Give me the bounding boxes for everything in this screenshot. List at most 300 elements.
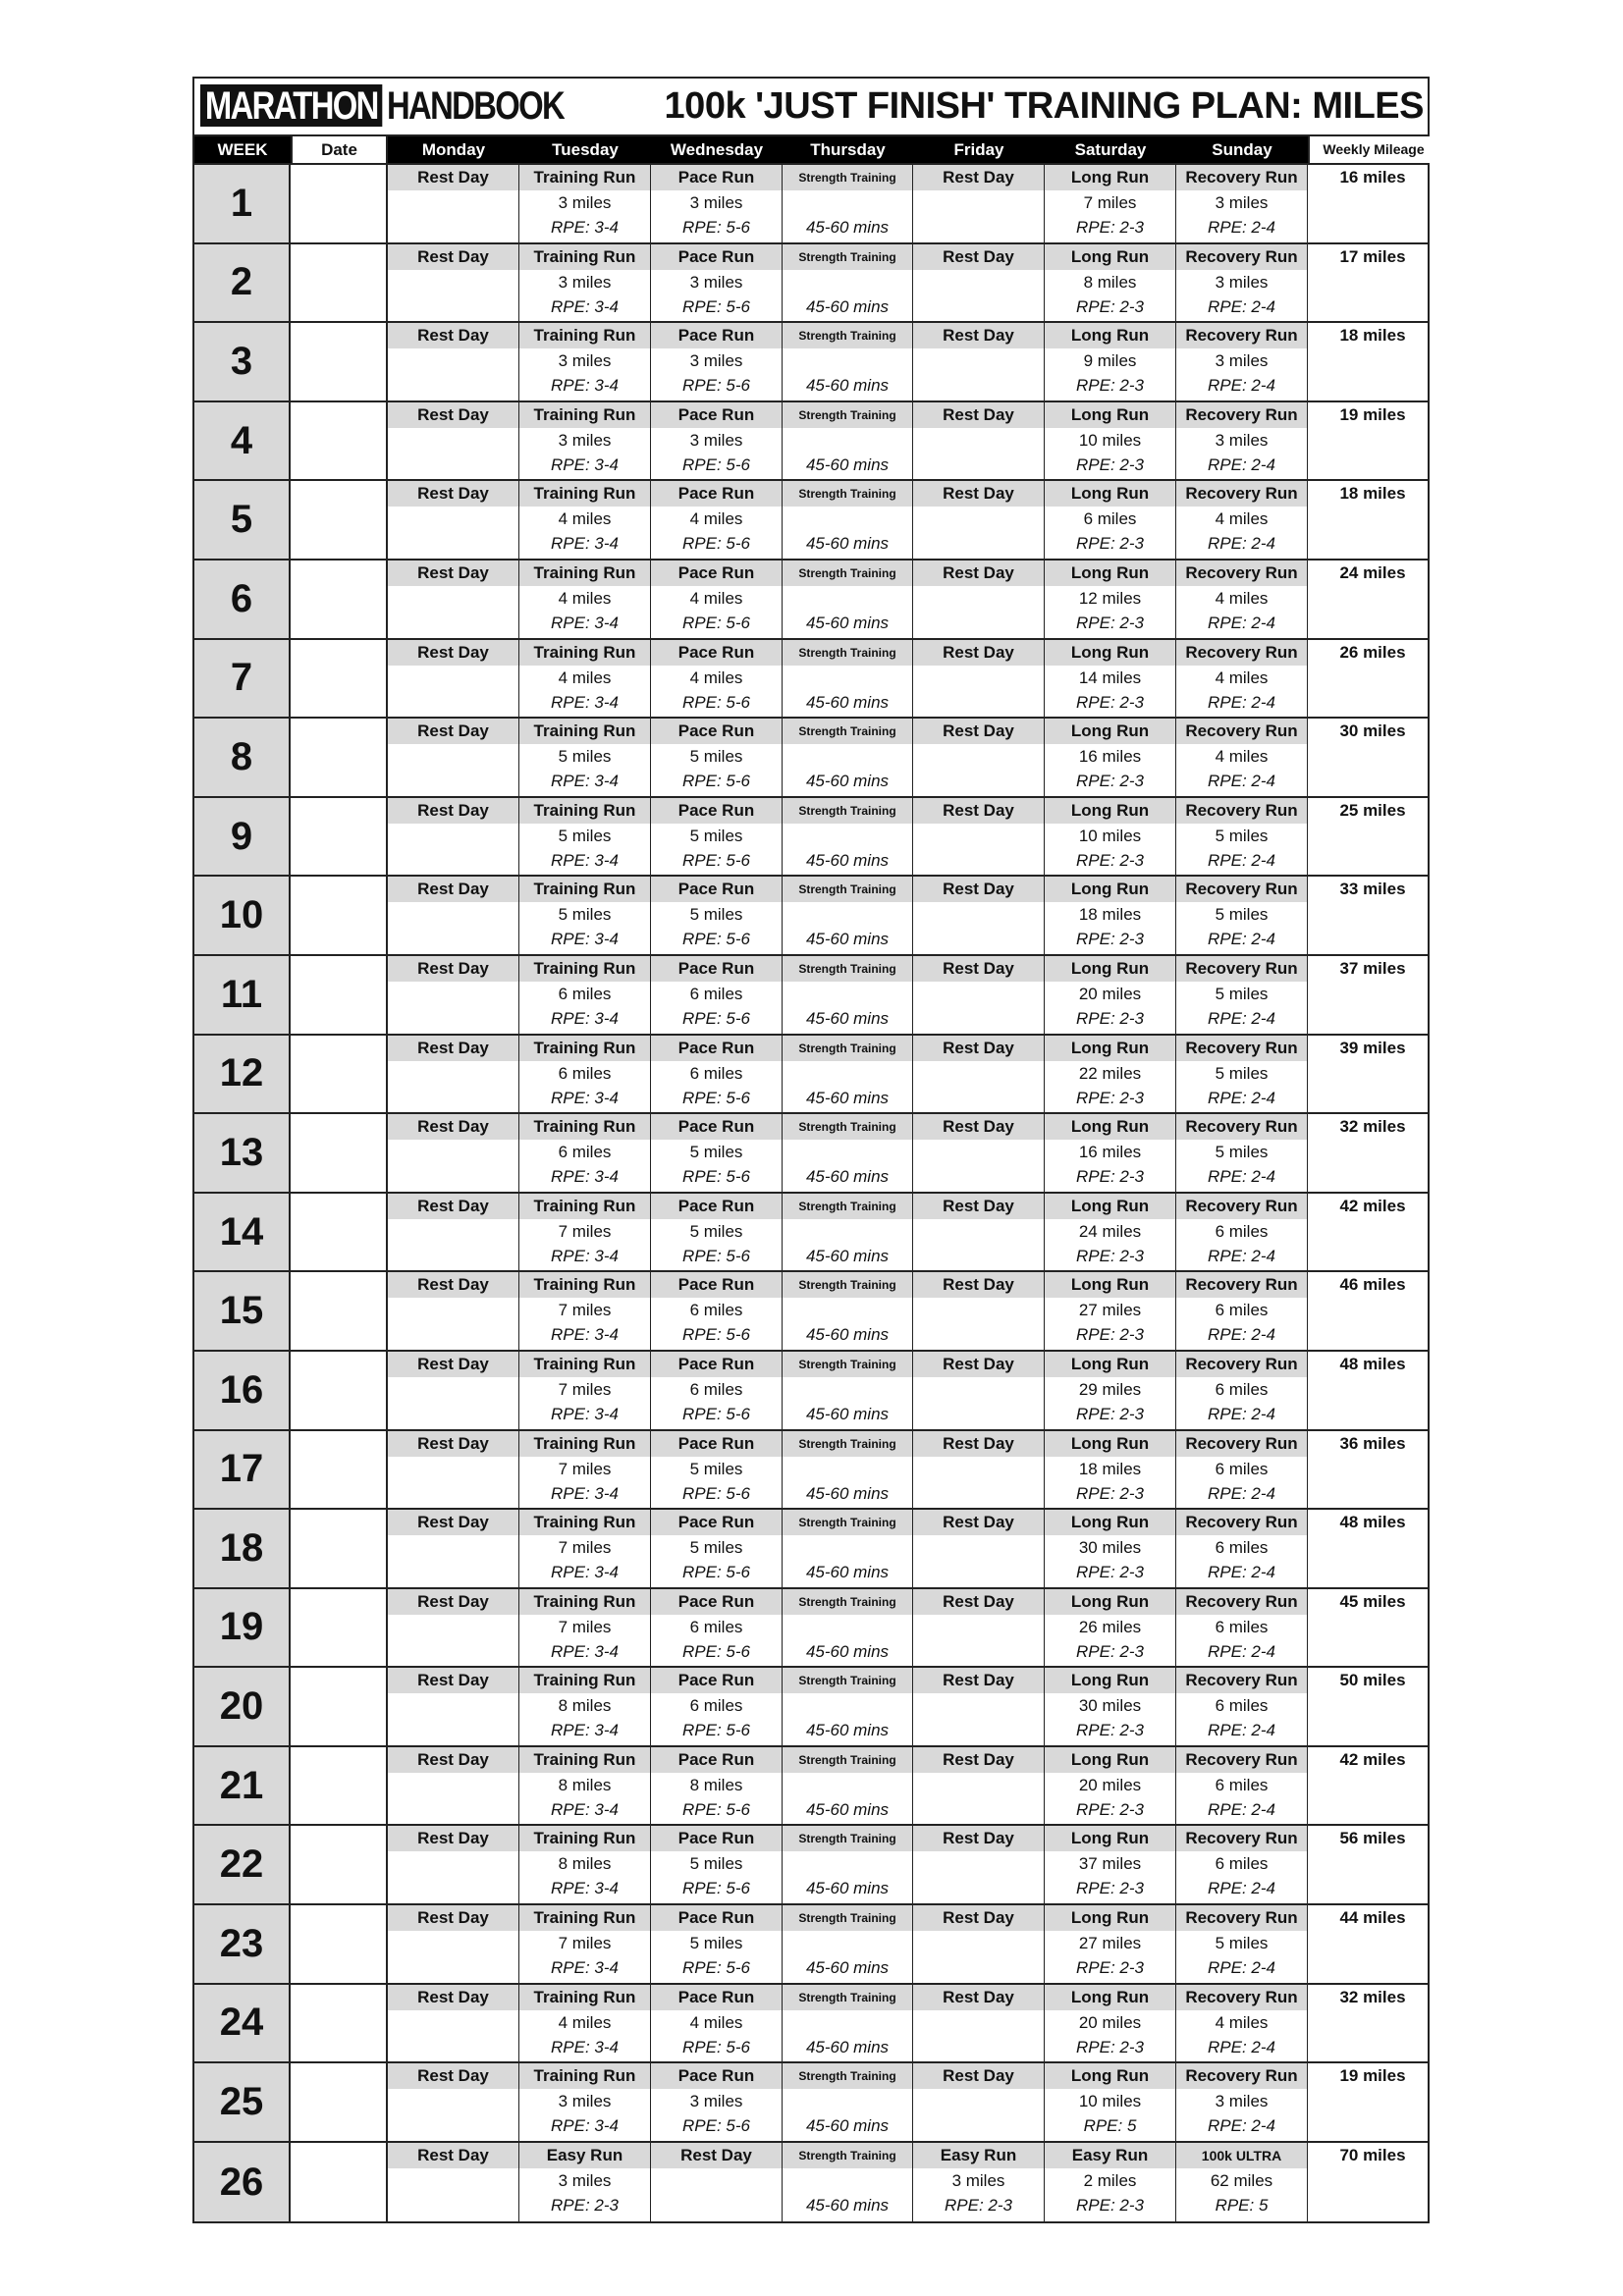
col-header-tuesday: Tuesday bbox=[519, 136, 651, 163]
week-row bbox=[194, 1510, 1428, 1589]
workout-type: Rest Day bbox=[388, 640, 518, 666]
workout-effort: RPE: 5-6 bbox=[682, 218, 750, 237]
workout-effort bbox=[388, 1087, 518, 1112]
workout-distance bbox=[783, 824, 912, 849]
week-number: 22 bbox=[194, 1826, 291, 1903]
title-band bbox=[194, 79, 1428, 136]
workout-effort bbox=[388, 532, 518, 558]
day-cell-thursday bbox=[783, 1510, 913, 1587]
day-cell-thursday bbox=[783, 402, 913, 480]
workout-effort: RPE: 2-4 bbox=[1208, 296, 1275, 316]
workout-distance: 6 miles bbox=[1215, 1459, 1269, 1478]
workout-distance bbox=[913, 1298, 1044, 1323]
workout-effort: RPE: 2-4 bbox=[1208, 1799, 1275, 1819]
workout-type: Recovery Run bbox=[1176, 561, 1307, 586]
day-cell-friday bbox=[913, 877, 1045, 954]
workout-type: Rest Day bbox=[388, 402, 518, 428]
workout-type: Rest Day bbox=[913, 1272, 1044, 1298]
week-number: 6 bbox=[194, 561, 291, 638]
week-number: 13 bbox=[194, 1114, 291, 1192]
workout-type: Training Run bbox=[519, 1985, 650, 2010]
workout-type: Pace Run bbox=[651, 1194, 782, 1219]
workout-effort: RPE: 5-6 bbox=[682, 1008, 750, 1028]
workout-distance: 3 miles bbox=[689, 430, 743, 450]
workout-effort: RPE: 2-4 bbox=[1208, 1404, 1275, 1423]
workout-type: Rest Day bbox=[913, 1668, 1044, 1693]
workout-type: Recovery Run bbox=[1176, 244, 1307, 270]
workout-effort bbox=[913, 612, 1044, 637]
day-cell-thursday bbox=[783, 1905, 913, 1983]
date-field[interactable] bbox=[291, 798, 388, 876]
workout-distance: 5 miles bbox=[689, 1538, 743, 1558]
workout-distance: 10 miles bbox=[1078, 2092, 1142, 2111]
workout-effort: RPE: 2-3 bbox=[945, 2195, 1012, 2215]
day-cell-wednesday bbox=[651, 1510, 783, 1587]
day-cell-saturday bbox=[1045, 640, 1176, 718]
day-cell-wednesday bbox=[651, 956, 783, 1034]
date-field[interactable] bbox=[291, 1747, 388, 1825]
workout-effort: RPE: 3-4 bbox=[551, 1088, 619, 1107]
workout-type: Training Run bbox=[519, 1036, 650, 1061]
workout-type: Rest Day bbox=[388, 1747, 518, 1773]
workout-distance bbox=[783, 1377, 912, 1403]
day-cell-monday bbox=[388, 956, 519, 1034]
workout-effort bbox=[913, 374, 1044, 400]
day-cell-sunday bbox=[1176, 956, 1308, 1034]
day-cell-tuesday bbox=[519, 1431, 651, 1509]
day-cell-saturday bbox=[1045, 877, 1176, 954]
workout-effort: RPE: 3-4 bbox=[551, 296, 619, 316]
workout-effort bbox=[388, 1956, 518, 1982]
weekly-mileage: 46 miles bbox=[1339, 1275, 1406, 1295]
week-row bbox=[194, 1826, 1428, 1905]
workout-distance: 5 miles bbox=[558, 747, 612, 767]
workout-effort: 45-60 mins bbox=[805, 1641, 890, 1661]
weekly-mileage: 42 miles bbox=[1339, 1196, 1406, 1215]
workout-distance bbox=[913, 1773, 1044, 1798]
day-cell-tuesday bbox=[519, 561, 651, 638]
workout-effort: 45-60 mins bbox=[805, 1721, 890, 1740]
workout-distance: 10 miles bbox=[1078, 826, 1142, 845]
workout-distance: 4 miles bbox=[1215, 667, 1269, 687]
workout-effort: RPE: 2-3 bbox=[1076, 1325, 1144, 1345]
workout-distance bbox=[388, 1140, 518, 1165]
day-cell-saturday bbox=[1045, 1431, 1176, 1509]
workout-distance bbox=[783, 1219, 912, 1245]
workout-effort: RPE: 2-3 bbox=[1076, 376, 1144, 396]
week-row bbox=[194, 1905, 1428, 1985]
workout-distance: 5 miles bbox=[558, 905, 612, 925]
workout-effort: RPE: 3-4 bbox=[551, 850, 619, 870]
workout-effort bbox=[388, 295, 518, 321]
workout-type: Rest Day bbox=[388, 561, 518, 586]
day-cell-sunday bbox=[1176, 1668, 1308, 1745]
workout-distance bbox=[913, 507, 1044, 532]
day-cell-tuesday bbox=[519, 798, 651, 876]
workout-effort: RPE: 2-3 bbox=[1076, 218, 1144, 237]
workout-type: Pace Run bbox=[651, 719, 782, 744]
workout-type: Pace Run bbox=[651, 956, 782, 982]
day-cell-sunday bbox=[1176, 165, 1308, 242]
workout-effort bbox=[388, 612, 518, 637]
workout-type: Recovery Run bbox=[1176, 1510, 1307, 1535]
day-cell-sunday bbox=[1176, 1114, 1308, 1192]
date-field[interactable] bbox=[291, 956, 388, 1034]
page-title: 100k 'JUST FINISH' TRAINING PLAN: MILES bbox=[664, 85, 1424, 127]
week-row bbox=[194, 2143, 1428, 2222]
workout-type: Training Run bbox=[519, 323, 650, 348]
workout-distance bbox=[913, 744, 1044, 770]
workout-effort: 45-60 mins bbox=[805, 692, 890, 712]
workout-distance: 8 miles bbox=[558, 1696, 612, 1716]
workout-effort bbox=[388, 1245, 518, 1270]
workout-effort: RPE: 5-6 bbox=[682, 1088, 750, 1107]
weeks-table-body bbox=[194, 165, 1428, 2221]
date-field[interactable] bbox=[291, 561, 388, 638]
workout-type: Pace Run bbox=[651, 640, 782, 666]
workout-effort: RPE: 5-6 bbox=[682, 2037, 750, 2056]
workout-distance: 12 miles bbox=[1078, 588, 1142, 608]
workout-distance: 4 miles bbox=[689, 2012, 743, 2032]
weekly-mileage: 25 miles bbox=[1339, 800, 1406, 820]
date-field[interactable] bbox=[291, 1985, 388, 2062]
day-cell-friday bbox=[913, 323, 1045, 400]
day-cell-monday bbox=[388, 1272, 519, 1350]
workout-distance bbox=[913, 348, 1044, 374]
workout-distance bbox=[783, 1615, 912, 1640]
day-cell-saturday bbox=[1045, 1985, 1176, 2062]
workout-distance bbox=[388, 270, 518, 295]
workout-distance: 2 miles bbox=[1083, 2170, 1137, 2190]
week-number: 18 bbox=[194, 1510, 291, 1587]
day-cell-sunday bbox=[1176, 640, 1308, 718]
day-cell-friday bbox=[913, 798, 1045, 876]
workout-distance bbox=[388, 1535, 518, 1561]
workout-distance: 26 miles bbox=[1078, 1617, 1142, 1636]
workout-distance: 27 miles bbox=[1078, 1301, 1142, 1320]
week-number: 26 bbox=[194, 2143, 291, 2222]
workout-distance: 5 miles bbox=[558, 826, 612, 845]
weekly-mileage: 50 miles bbox=[1339, 1671, 1406, 1690]
date-field[interactable] bbox=[291, 877, 388, 954]
day-cell-friday bbox=[913, 1272, 1045, 1350]
workout-distance: 7 miles bbox=[558, 1459, 612, 1478]
workout-type: Recovery Run bbox=[1176, 1668, 1307, 1693]
workout-distance: 3 miles bbox=[689, 272, 743, 292]
workout-effort: RPE: 2-4 bbox=[1208, 376, 1275, 396]
week-number: 12 bbox=[194, 1036, 291, 1113]
day-cell-friday bbox=[913, 244, 1045, 322]
workout-distance: 4 miles bbox=[689, 667, 743, 687]
workout-effort: RPE: 2-4 bbox=[1208, 613, 1275, 632]
workout-type: Strength Training bbox=[783, 323, 912, 348]
day-cell-monday bbox=[388, 402, 519, 480]
workout-type: Easy Run bbox=[519, 2143, 650, 2168]
date-field[interactable] bbox=[291, 1510, 388, 1587]
day-cell-wednesday bbox=[651, 2143, 783, 2222]
workout-type: Pace Run bbox=[651, 1114, 782, 1140]
week-number: 2 bbox=[194, 244, 291, 322]
workout-effort: 45-60 mins bbox=[805, 376, 890, 396]
date-field[interactable] bbox=[291, 165, 388, 242]
workout-type: Rest Day bbox=[388, 1510, 518, 1535]
workout-effort: 45-60 mins bbox=[805, 1404, 890, 1423]
workout-effort: RPE: 5-6 bbox=[682, 1563, 750, 1582]
workout-type: Strength Training bbox=[783, 1510, 912, 1535]
workout-type: Pace Run bbox=[651, 1431, 782, 1457]
workout-effort: RPE: 2-4 bbox=[1208, 1167, 1275, 1187]
day-cell-thursday bbox=[783, 1272, 913, 1350]
workout-type: Rest Day bbox=[651, 2143, 782, 2168]
week-number: 14 bbox=[194, 1194, 291, 1271]
day-cell-wednesday bbox=[651, 1272, 783, 1350]
week-number: 23 bbox=[194, 1905, 291, 1983]
workout-type: Pace Run bbox=[651, 561, 782, 586]
workout-type: Strength Training bbox=[783, 877, 912, 902]
workout-effort bbox=[913, 691, 1044, 717]
day-cell-thursday bbox=[783, 1194, 913, 1271]
col-header-friday: Friday bbox=[913, 136, 1045, 163]
workout-distance: 4 miles bbox=[558, 2012, 612, 2032]
workout-distance: 4 miles bbox=[1215, 509, 1269, 529]
workout-type: Rest Day bbox=[388, 244, 518, 270]
day-cell-saturday bbox=[1045, 1589, 1176, 1667]
workout-effort bbox=[913, 1323, 1044, 1349]
day-cell-friday bbox=[913, 1510, 1045, 1587]
workout-effort: RPE: 2-4 bbox=[1208, 1008, 1275, 1028]
day-cell-monday bbox=[388, 323, 519, 400]
day-cell-tuesday bbox=[519, 719, 651, 796]
workout-type: Strength Training bbox=[783, 2143, 912, 2168]
workout-distance: 7 miles bbox=[558, 1301, 612, 1320]
workout-type: Long Run bbox=[1045, 323, 1175, 348]
workout-effort: 45-60 mins bbox=[805, 296, 890, 316]
workout-effort bbox=[913, 770, 1044, 795]
weekly-mileage: 44 miles bbox=[1339, 1908, 1406, 1928]
workout-effort bbox=[388, 2114, 518, 2140]
workout-distance bbox=[913, 1377, 1044, 1403]
workout-type: Long Run bbox=[1045, 1194, 1175, 1219]
day-cell-wednesday bbox=[651, 323, 783, 400]
day-cell-tuesday bbox=[519, 481, 651, 559]
workout-effort bbox=[913, 1482, 1044, 1508]
day-cell-sunday bbox=[1176, 1589, 1308, 1667]
workout-distance: 30 miles bbox=[1078, 1696, 1142, 1716]
workout-effort: RPE: 2-4 bbox=[1208, 2037, 1275, 2056]
date-field[interactable] bbox=[291, 323, 388, 400]
workout-type: Rest Day bbox=[913, 323, 1044, 348]
workout-distance: 20 miles bbox=[1078, 1775, 1142, 1794]
workout-type: Rest Day bbox=[388, 1589, 518, 1615]
date-field[interactable] bbox=[291, 1036, 388, 1113]
date-field[interactable] bbox=[291, 2143, 388, 2222]
weekly-mileage: 24 miles bbox=[1339, 562, 1406, 582]
day-cell-friday bbox=[913, 165, 1045, 242]
date-field[interactable] bbox=[291, 1826, 388, 1903]
workout-effort: RPE: 2-4 bbox=[1208, 930, 1275, 949]
workout-distance: 4 miles bbox=[689, 509, 743, 529]
day-cell-sunday bbox=[1176, 798, 1308, 876]
day-cell-saturday bbox=[1045, 956, 1176, 1034]
workout-type: Long Run bbox=[1045, 165, 1175, 190]
workout-distance: 6 miles bbox=[1215, 1538, 1269, 1558]
workout-type: Training Run bbox=[519, 244, 650, 270]
workout-type: Recovery Run bbox=[1176, 1272, 1307, 1298]
day-cell-thursday bbox=[783, 1036, 913, 1113]
workout-effort bbox=[913, 216, 1044, 241]
workout-distance: 7 miles bbox=[558, 1617, 612, 1636]
day-cell-wednesday bbox=[651, 1114, 783, 1192]
workout-effort: 45-60 mins bbox=[805, 850, 890, 870]
day-cell-saturday bbox=[1045, 244, 1176, 322]
workout-distance bbox=[388, 586, 518, 612]
workout-distance: 4 miles bbox=[558, 667, 612, 687]
workout-effort: 45-60 mins bbox=[805, 1008, 890, 1028]
workout-type: Pace Run bbox=[651, 1036, 782, 1061]
weekly-mileage: 36 miles bbox=[1339, 1433, 1406, 1453]
workout-distance bbox=[913, 902, 1044, 928]
date-field[interactable] bbox=[291, 640, 388, 718]
date-field[interactable] bbox=[291, 244, 388, 322]
day-cell-monday bbox=[388, 2143, 519, 2222]
workout-type: Pace Run bbox=[651, 877, 782, 902]
workout-distance bbox=[913, 586, 1044, 612]
workout-effort bbox=[388, 1403, 518, 1428]
day-cell-friday bbox=[913, 2063, 1045, 2141]
workout-type: Rest Day bbox=[388, 798, 518, 824]
workout-distance: 3 miles bbox=[1215, 193, 1269, 212]
week-number: 3 bbox=[194, 323, 291, 400]
day-cell-wednesday bbox=[651, 1431, 783, 1509]
workout-type: Recovery Run bbox=[1176, 1194, 1307, 1219]
date-field[interactable] bbox=[291, 1194, 388, 1271]
day-cell-saturday bbox=[1045, 1747, 1176, 1825]
workout-type: Strength Training bbox=[783, 798, 912, 824]
weekly-mileage: 19 miles bbox=[1339, 2066, 1406, 2086]
day-cell-saturday bbox=[1045, 1826, 1176, 1903]
date-field[interactable] bbox=[291, 1668, 388, 1745]
workout-type: Long Run bbox=[1045, 640, 1175, 666]
workout-distance: 5 miles bbox=[1215, 984, 1269, 1003]
logo-text: HANDBOOK bbox=[387, 83, 565, 128]
workout-type: Long Run bbox=[1045, 244, 1175, 270]
workout-distance bbox=[388, 902, 518, 928]
date-field[interactable] bbox=[291, 1905, 388, 1983]
date-field[interactable] bbox=[291, 719, 388, 796]
workout-type: Recovery Run bbox=[1176, 1036, 1307, 1061]
date-field[interactable] bbox=[291, 1589, 388, 1667]
workout-type: Rest Day bbox=[388, 1352, 518, 1377]
day-cell-saturday bbox=[1045, 481, 1176, 559]
workout-type: Rest Day bbox=[388, 719, 518, 744]
workout-distance bbox=[388, 1061, 518, 1087]
workout-type: Pace Run bbox=[651, 1668, 782, 1693]
workout-effort bbox=[913, 928, 1044, 953]
week-number: 20 bbox=[194, 1668, 291, 1745]
workout-effort: RPE: 3-4 bbox=[551, 1008, 619, 1028]
day-cell-tuesday bbox=[519, 1272, 651, 1350]
day-cell-thursday bbox=[783, 561, 913, 638]
week-row bbox=[194, 1352, 1428, 1431]
workout-type: Strength Training bbox=[783, 1194, 912, 1219]
day-cell-sunday bbox=[1176, 1352, 1308, 1429]
day-cell-tuesday bbox=[519, 402, 651, 480]
workout-effort: RPE: 3-4 bbox=[551, 218, 619, 237]
workout-effort: RPE: 2-3 bbox=[1076, 454, 1144, 474]
workout-distance bbox=[913, 1851, 1044, 1877]
date-field[interactable] bbox=[291, 481, 388, 559]
workout-type: Rest Day bbox=[388, 1985, 518, 2010]
week-row bbox=[194, 244, 1428, 324]
day-cell-monday bbox=[388, 1431, 519, 1509]
date-field[interactable] bbox=[291, 402, 388, 480]
workout-type: Recovery Run bbox=[1176, 798, 1307, 824]
workout-effort: 45-60 mins bbox=[805, 1799, 890, 1819]
workout-type: Rest Day bbox=[388, 1272, 518, 1298]
workout-type: Pace Run bbox=[651, 1905, 782, 1931]
workout-distance: 5 miles bbox=[689, 747, 743, 767]
date-field[interactable] bbox=[291, 1352, 388, 1429]
workout-distance: 3 miles bbox=[1215, 2092, 1269, 2111]
workout-type: Long Run bbox=[1045, 1747, 1175, 1773]
week-row bbox=[194, 1589, 1428, 1669]
workout-effort: RPE: 3-4 bbox=[551, 613, 619, 632]
date-field[interactable] bbox=[291, 1272, 388, 1350]
day-cell-friday bbox=[913, 1747, 1045, 1825]
workout-effort: RPE: 5 bbox=[1083, 2116, 1137, 2136]
workout-distance bbox=[388, 1773, 518, 1798]
day-cell-wednesday bbox=[651, 640, 783, 718]
workout-effort: RPE: 5-6 bbox=[682, 1721, 750, 1740]
workout-distance bbox=[913, 1535, 1044, 1561]
weekly-mileage: 26 miles bbox=[1339, 642, 1406, 662]
workout-type: Rest Day bbox=[388, 956, 518, 982]
workout-effort bbox=[388, 1719, 518, 1744]
workout-type: Training Run bbox=[519, 561, 650, 586]
workout-distance bbox=[913, 1219, 1044, 1245]
workout-distance: 4 miles bbox=[1215, 747, 1269, 767]
date-field[interactable] bbox=[291, 2063, 388, 2141]
workout-type: Strength Training bbox=[783, 1272, 912, 1298]
workout-effort: RPE: 3-4 bbox=[551, 772, 619, 791]
day-cell-sunday bbox=[1176, 1194, 1308, 1271]
date-field[interactable] bbox=[291, 1431, 388, 1509]
week-number: 1 bbox=[194, 165, 291, 242]
workout-distance: 16 miles bbox=[1078, 747, 1142, 767]
week-row bbox=[194, 1272, 1428, 1352]
col-header-week: WEEK bbox=[194, 136, 291, 163]
workout-distance bbox=[388, 1377, 518, 1403]
workout-distance bbox=[388, 1851, 518, 1877]
workout-effort: RPE: 2-4 bbox=[1208, 2116, 1275, 2136]
training-plan-sheet bbox=[192, 77, 1430, 2223]
workout-distance: 8 miles bbox=[689, 1775, 743, 1794]
workout-effort bbox=[913, 1165, 1044, 1191]
workout-type: Rest Day bbox=[913, 402, 1044, 428]
workout-distance: 3 miles bbox=[951, 2170, 1005, 2190]
workout-distance: 6 miles bbox=[1215, 1221, 1269, 1241]
workout-type: Training Run bbox=[519, 1826, 650, 1851]
workout-type: Rest Day bbox=[913, 1431, 1044, 1457]
day-cell-friday bbox=[913, 1352, 1045, 1429]
workout-type: Recovery Run bbox=[1176, 1985, 1307, 2010]
workout-distance bbox=[913, 824, 1044, 849]
date-field[interactable] bbox=[291, 1114, 388, 1192]
workout-type: Rest Day bbox=[913, 640, 1044, 666]
workout-distance bbox=[388, 1219, 518, 1245]
workout-type: Pace Run bbox=[651, 1352, 782, 1377]
day-cell-monday bbox=[388, 1985, 519, 2062]
